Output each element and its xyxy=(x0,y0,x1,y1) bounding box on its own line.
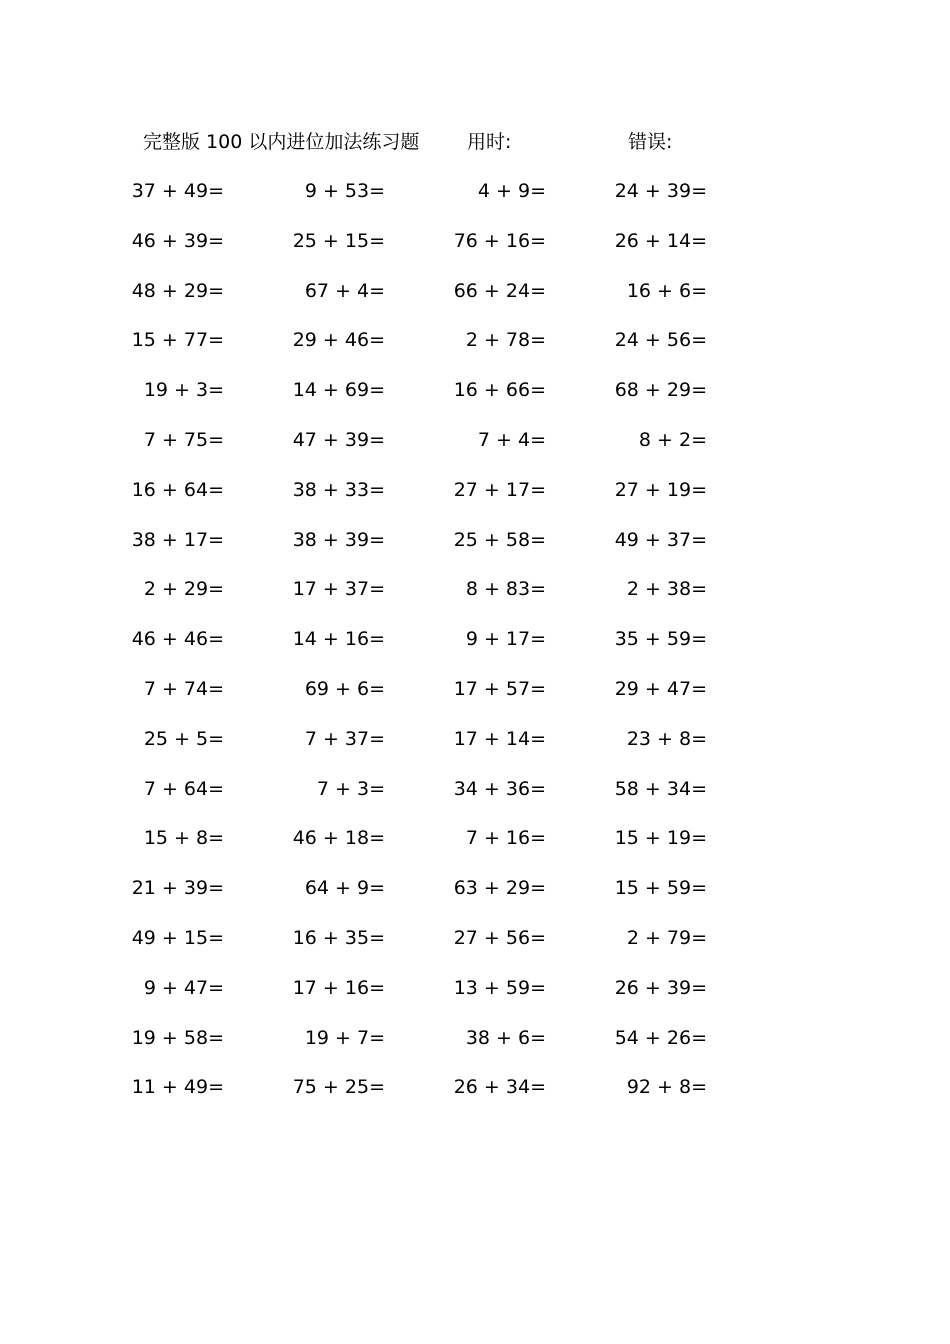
addition-problem: 46 + 18= xyxy=(292,827,385,850)
addition-problem: 15 + 8= xyxy=(143,827,224,850)
addition-problem: 68 + 29= xyxy=(614,379,707,402)
addition-problem: 25 + 5= xyxy=(143,727,224,750)
addition-problem: 29 + 47= xyxy=(614,677,707,700)
addition-problem: 75 + 25= xyxy=(292,1076,385,1099)
addition-problem: 23 + 8= xyxy=(626,727,707,750)
addition-problem: 37 + 49= xyxy=(131,180,224,202)
problem-row xyxy=(0,1024,950,1074)
addition-problem: 38 + 17= xyxy=(131,528,224,551)
addition-problem: 9 + 17= xyxy=(465,628,546,651)
addition-problem: 7 + 3= xyxy=(316,777,385,800)
problem-row xyxy=(0,874,950,924)
problem-row xyxy=(0,824,950,874)
addition-problem: 8 + 2= xyxy=(638,428,707,451)
addition-problem: 92 + 8= xyxy=(626,1076,707,1099)
addition-problem: 13 + 59= xyxy=(453,976,546,999)
addition-problem: 19 + 58= xyxy=(131,1026,224,1049)
addition-problem: 27 + 19= xyxy=(614,478,707,501)
problem-row xyxy=(0,426,950,476)
addition-problem: 49 + 37= xyxy=(614,528,707,551)
addition-problem: 17 + 37= xyxy=(292,578,385,601)
addition-problem: 24 + 56= xyxy=(614,329,707,352)
time-used-label: 用时: xyxy=(467,131,512,153)
addition-problem: 9 + 47= xyxy=(143,976,224,999)
addition-problem: 38 + 6= xyxy=(465,1026,546,1049)
addition-problem: 35 + 59= xyxy=(614,628,707,651)
addition-problem: 14 + 16= xyxy=(292,628,385,651)
problem-row xyxy=(0,725,950,775)
errors-label: 错误: xyxy=(628,131,673,153)
addition-problem: 15 + 59= xyxy=(614,877,707,900)
addition-problem: 21 + 39= xyxy=(131,877,224,900)
addition-problem: 17 + 16= xyxy=(292,976,385,999)
addition-problem: 7 + 75= xyxy=(143,428,224,451)
addition-problem: 38 + 33= xyxy=(292,478,385,501)
problem-row xyxy=(0,675,950,725)
addition-problem: 64 + 9= xyxy=(304,877,385,900)
problem-row xyxy=(0,227,950,277)
addition-problem: 54 + 26= xyxy=(614,1026,707,1049)
addition-problem: 7 + 4= xyxy=(477,428,546,451)
problem-row xyxy=(0,625,950,675)
addition-problem: 48 + 29= xyxy=(131,279,224,302)
addition-problem: 25 + 15= xyxy=(292,229,385,252)
addition-problem: 17 + 14= xyxy=(453,727,546,750)
addition-problem: 7 + 37= xyxy=(304,727,385,750)
worksheet-title: 完整版 100 以内进位加法练习题 xyxy=(143,131,420,153)
addition-problem: 19 + 3= xyxy=(143,379,224,402)
addition-problem: 8 + 83= xyxy=(465,578,546,601)
addition-problem: 2 + 38= xyxy=(626,578,707,601)
problem-row xyxy=(0,575,950,625)
addition-problem: 26 + 34= xyxy=(453,1076,546,1099)
addition-problem: 69 + 6= xyxy=(304,677,385,700)
addition-problem: 34 + 36= xyxy=(453,777,546,800)
addition-problem: 9 + 53= xyxy=(304,180,385,202)
addition-problem: 4 + 9= xyxy=(477,180,546,202)
addition-problem: 66 + 24= xyxy=(453,279,546,302)
addition-problem: 63 + 29= xyxy=(453,877,546,900)
addition-problem: 76 + 16= xyxy=(453,229,546,252)
addition-problem: 2 + 79= xyxy=(626,926,707,949)
addition-problem: 38 + 39= xyxy=(292,528,385,551)
addition-problem: 16 + 64= xyxy=(131,478,224,501)
addition-problem: 16 + 35= xyxy=(292,926,385,949)
addition-problem: 27 + 56= xyxy=(453,926,546,949)
addition-problem: 27 + 17= xyxy=(453,478,546,501)
addition-problem: 14 + 69= xyxy=(292,379,385,402)
addition-problem: 26 + 14= xyxy=(614,229,707,252)
addition-problem: 29 + 46= xyxy=(292,329,385,352)
problem-row xyxy=(0,526,950,576)
addition-problem: 7 + 64= xyxy=(143,777,224,800)
addition-problem: 26 + 39= xyxy=(614,976,707,999)
addition-problem: 2 + 78= xyxy=(465,329,546,352)
addition-problem: 49 + 15= xyxy=(131,926,224,949)
addition-problem: 25 + 58= xyxy=(453,528,546,551)
problem-row xyxy=(0,974,950,1024)
addition-problem: 58 + 34= xyxy=(614,777,707,800)
addition-problem: 47 + 39= xyxy=(292,428,385,451)
addition-problem: 11 + 49= xyxy=(131,1076,224,1099)
addition-problem: 16 + 6= xyxy=(626,279,707,302)
problem-row xyxy=(0,326,950,376)
problem-row xyxy=(0,177,950,227)
addition-problem: 2 + 29= xyxy=(143,578,224,601)
problem-row xyxy=(0,476,950,526)
problem-row xyxy=(0,1073,950,1123)
addition-problem: 15 + 19= xyxy=(614,827,707,850)
addition-problem: 24 + 39= xyxy=(614,180,707,202)
addition-problem: 67 + 4= xyxy=(304,279,385,302)
addition-problem: 17 + 57= xyxy=(453,677,546,700)
problem-row xyxy=(0,376,950,426)
addition-problem: 19 + 7= xyxy=(304,1026,385,1049)
problem-grid xyxy=(0,177,950,1123)
problem-row xyxy=(0,277,950,327)
addition-problem: 46 + 39= xyxy=(131,229,224,252)
problem-row xyxy=(0,775,950,825)
problem-row xyxy=(0,924,950,974)
worksheet-header xyxy=(0,128,950,158)
addition-problem: 7 + 16= xyxy=(465,827,546,850)
addition-problem: 16 + 66= xyxy=(453,379,546,402)
addition-problem: 46 + 46= xyxy=(131,628,224,651)
addition-problem: 7 + 74= xyxy=(143,677,224,700)
addition-problem: 15 + 77= xyxy=(131,329,224,352)
